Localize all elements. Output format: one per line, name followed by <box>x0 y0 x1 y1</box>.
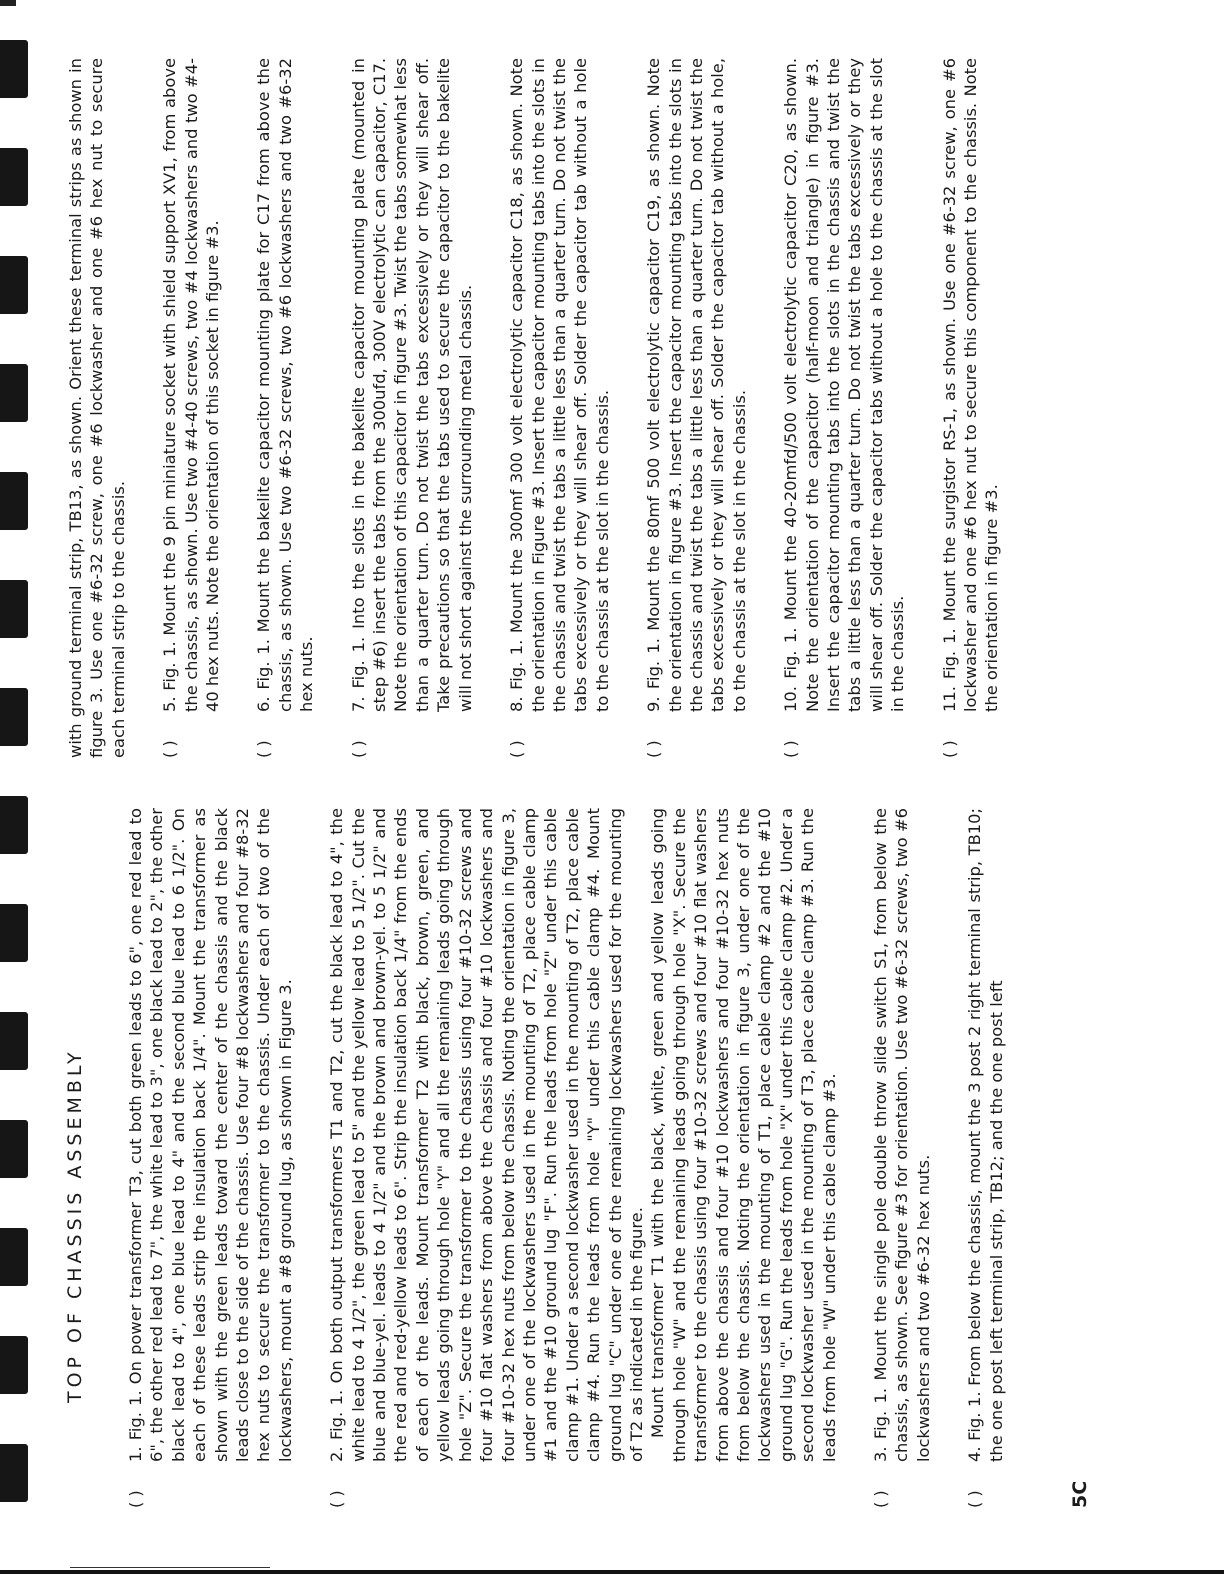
step-text <box>253 58 317 712</box>
step-text <box>326 808 840 1462</box>
step-checkbox[interactable]: ( ) <box>160 740 180 758</box>
binder-hole <box>0 1228 28 1286</box>
step-text <box>780 58 908 712</box>
step-paragraph: 6. Fig. 1. Mount the bakelite capacitor mounting plate for C17 from above the chassis, as shown. Use two #6-32 screws, two #6 lockwashers and two #6-32 hex nuts. <box>254 58 317 712</box>
step-paragraph: 3. Fig. 1. Mount the single pole double throw slide switch S1, from below the chassis, as shown. See figure #3 for orientation. Use two #6-32 screws, two #6 lockwashers and two #6-32 hex nuts. <box>871 808 933 1462</box>
step-item <box>939 58 1003 758</box>
left-column <box>65 808 1037 1508</box>
binder-hole <box>0 796 28 854</box>
step-text <box>643 58 750 712</box>
binder-hole <box>0 580 28 638</box>
page-title: TOP OF CHASSIS ASSEMBLY <box>64 1048 86 1403</box>
step-text <box>506 58 613 712</box>
binder-hole <box>0 688 28 746</box>
binder-edge <box>0 0 40 1584</box>
step-paragraph: 11. Fig. 1. Mount the surgistor RS-1, as shown. Use one #6-32 screw, one #6 lockwasher and one #6 hex nut to secure this component to the chassis. Note the orientation in figure #3. <box>939 58 1002 712</box>
binder-hole <box>0 40 28 98</box>
step-item <box>870 808 934 1508</box>
step-text <box>964 808 1007 1462</box>
step-paragraph: 8. Fig. 1. Mount the 300mf 300 volt electrolytic capacitor C18, as shown. Note the orientation in Figure #3. Insert the capacitor mounting tabs into the slots in the chassis and twist the tabs a little less than a quarter turn. Do not twist the tabs excessively or they will shear off. Solder the capacitor tab without a hole to the chassis at the slot in the chassis. <box>507 58 612 712</box>
step-item <box>780 58 908 758</box>
step-paragraph: 1. Fig. 1. On power transformer T3, cut both green leads to 6", one red lead to 6", the other red lead to 7", the white lead to 3", one black lead to 2", the other black lead to 4", one blue lead to 4" and the second blue lead to 6 1/2". On each of these leads strip the insulation back 1/4". Mount the transformer as shown with the green leads toward the center of the chassis and the black leads close to the side of the chassis. Use four #8 lockwashers and four #8-32 hex nuts to secure the transformer to the chassis. Under each of two of the lockwashers, mount a #8 ground lug, as shown in Figure 3. <box>126 808 295 1462</box>
step-item <box>253 58 317 758</box>
binder-hole <box>0 1012 28 1070</box>
bottom-rule-thin <box>70 1567 270 1568</box>
step-paragraph: 9. Fig. 1. Mount the 80mf 500 volt electrolytic capacitor C19, as shown. Note the orientation in figure #3. Insert the capacitor mounting tabs into the slots in the chassis and twist the tabs a little less than a quarter turn. Do not twist the tabs excessively or they will shear off. Solder the capacitor tab without a hole, to the chassis at the slot in the chassis. <box>644 58 749 712</box>
step-checkbox[interactable]: ( ) <box>348 740 368 758</box>
step-item <box>506 58 613 758</box>
continuation-text: with ground terminal strip, TB13, as shown. Orient these terminal strips as shown in figure 3. Use one #6-32 screw, one #6 lockwasher and one #6 hex nut to secure each terminal strip to the chassis. <box>66 58 128 758</box>
step-paragraph: Mount transformer T1 with the black, white, green and yellow leads going through hole "W" and the remaining leads going through hole "X". Secure the transformer to the chassis using four #10-32 screws and four #10 flat washers from above the chassis and four #10 lockwashers and four #10-32 hex nuts from below the chassis. Noting the orientation in figure 3, under one of the lockwashers used in the mounting of T1, place cable clamp #2 and the #10 ground lug "G". Run the leads from hole "X" under this cable clamp #2. Under a second lockwasher used in the mounting of T3, place cable clamp #3. Run the leads from hole "W" under this cable clamp #3. <box>648 808 839 1462</box>
step-text <box>939 58 1003 712</box>
binder-hole <box>0 364 28 422</box>
left-steps <box>125 808 1007 1508</box>
step-paragraph: 10. Fig. 1. Mount the 40-20mfd/500 volt electrolytic capacitor C20, as shown. Note the orientation of the capacitor (half-moon and triangle) in figure #3. Insert the capacitor mounting tabs into the slots in the chassis and twist the tabs a little less than a quarter turn. Do not twist the tabs excessively or they will shear off. Solder the capacitor tabs without a hole to the chassis at the slot in the chassis. <box>781 58 908 712</box>
step-item <box>125 808 296 1508</box>
step-checkbox[interactable]: ( ) <box>871 1490 890 1508</box>
step-item <box>159 58 223 758</box>
step-checkbox[interactable]: ( ) <box>965 1490 985 1508</box>
binder-hole <box>0 1120 28 1178</box>
step-checkbox[interactable]: ( ) <box>781 740 801 758</box>
step-checkbox[interactable]: ( ) <box>507 740 527 758</box>
step-paragraph: 4. Fig. 1. From below the chassis, mount the 3 post 2 right terminal strip, TB10; the one post left terminal strip, TB12; and the one post left <box>965 808 1006 1462</box>
edge-tick <box>0 0 16 6</box>
right-steps <box>159 58 1003 758</box>
step-checkbox[interactable]: ( ) <box>327 1490 347 1508</box>
bottom-rule <box>0 1570 1224 1574</box>
step-text <box>348 58 476 712</box>
binder-hole <box>0 472 28 530</box>
step-item <box>643 58 750 758</box>
step-paragraph: 7. Fig. 1. Into the slots in the bakelite capacitor mounting plate (mounted in step #6) insert the tabs from the 300ufd, 300V electrolytic can capacitor, C17. Note the orientation of this capacitor in figure #3. Twist the tabs somewhat less than a quarter turn. Do not twist the tabs excessively or they will shear off. Take precautions so that the tabs used to secure the capacitor to the bakelite will not short against the surrounding metal chassis. <box>348 58 475 712</box>
step-paragraph: 5. Fig. 1. Mount the 9 pin miniature socket with shield support XV1, from above the chassis, as shown. Use two #4-40 screws, two #4 lockwashers and two #4-40 hex nuts. Note the orientation of this socket in figure #3. <box>160 58 223 712</box>
step-paragraph: 2. Fig. 1. On both output transformers T1 and T2, cut the black lead to 4", the white lead to 4 1/2", the green lead to 5" and the yellow lead to 5 1/2". Cut the blue and blue-yel. leads to 4 1/2" and the brown and brown-yel. to 5 1/2" and the red and red-yellow leads to 6". Strip the insulation back 1/4" from the ends of each of the leads. Mount transformer T2 with black, brown, green, and yellow leads going through hole "Y" and all the remaining leads going through hole "Z". Secure the transformer to the chassis using four #10-32 screws and four #10 flat washers from above the chassis and four #10 lockwashers and four #10-32 hex nuts from below the chassis. Noting the orientation in figure 3, under one of the lockwashers used in the mounting of T2, place cable clamp #1 and the #10 ground lug "F". Run the leads from hole "Z" under this cable clamp #1. Under a second lockwasher used in the mounting of T2, place cable clamp #4. Run the leads from hole "Y" under this cable clamp #4. Mount ground lug "C" under one of the remaining lockwashers used for the mounting of T2 as indicated in the figure. <box>327 808 646 1462</box>
page-number: 5C <box>1069 1480 1091 1508</box>
step-text <box>125 808 296 1462</box>
step-checkbox[interactable]: ( ) <box>126 1490 145 1508</box>
step-item <box>348 58 476 758</box>
step-text <box>159 58 223 712</box>
binder-hole <box>0 148 28 206</box>
step-text <box>870 808 934 1462</box>
binder-hole <box>0 904 28 962</box>
step-item <box>326 808 840 1508</box>
step-checkbox[interactable]: ( ) <box>939 740 959 758</box>
binder-hole <box>0 1336 28 1394</box>
step-item <box>964 808 1007 1508</box>
rotated-page <box>65 48 1135 1548</box>
binder-hole <box>0 1444 28 1502</box>
binder-hole <box>0 256 28 314</box>
right-column <box>65 58 1033 758</box>
step-checkbox[interactable]: ( ) <box>644 740 664 758</box>
step-checkbox[interactable]: ( ) <box>254 740 274 758</box>
